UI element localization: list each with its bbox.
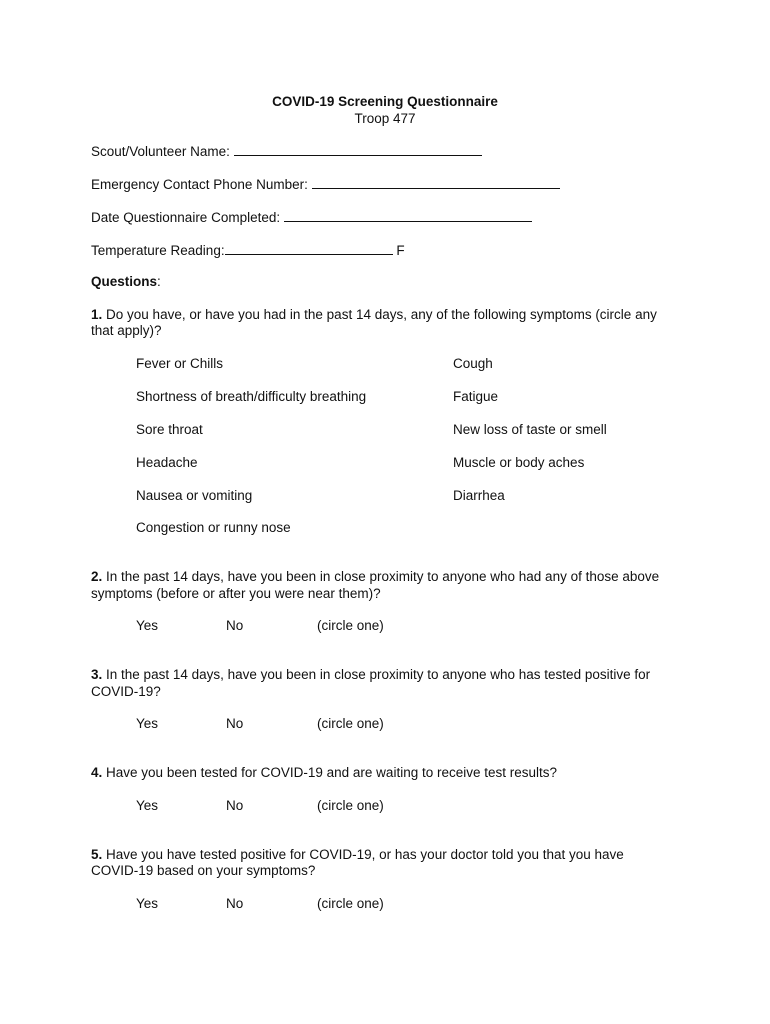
page-title: COVID-19 Screening Questionnaire (272, 94, 498, 109)
question-4-no-option[interactable]: No (226, 798, 244, 813)
temperature-field-blank[interactable] (225, 241, 393, 255)
question-5-text-line-2: COVID-19 based on your symptoms? (91, 863, 316, 878)
questions-heading (91, 273, 161, 290)
question-2-hint: (circle one) (317, 618, 384, 633)
question-5-number: 5. (91, 847, 103, 862)
phone-field-row (91, 175, 560, 193)
symptom-muscle-body-aches[interactable]: Muscle or body aches (453, 455, 585, 470)
question-5-hint: (circle one) (317, 896, 384, 911)
name-field-blank[interactable] (234, 142, 482, 156)
question-4-number: 4. (91, 765, 103, 780)
date-field-label: Date Questionnaire Completed: (91, 210, 281, 225)
question-4-text-line-1: Have you been tested for COVID-19 and are waiting to receive test results? (106, 765, 558, 780)
question-3-no-option[interactable]: No (226, 716, 244, 731)
question-3-hint: (circle one) (317, 716, 384, 731)
question-4-line-1 (91, 764, 557, 781)
question-1-number: 1. (91, 307, 103, 322)
question-2-text-line-1: In the past 14 days, have you been in close proximity to anyone who had any of those above (106, 569, 660, 584)
question-2-number: 2. (91, 569, 103, 584)
question-3-yes-option[interactable]: Yes (136, 716, 159, 731)
name-field-label: Scout/Volunteer Name: (91, 144, 230, 159)
question-5-text-line-1: Have you have tested positive for COVID-19, or has your doctor told you that you have (106, 847, 624, 862)
symptom-fever-chills[interactable]: Fever or Chills (136, 356, 224, 371)
symptom-loss-of-taste-smell[interactable]: New loss of taste or smell (453, 422, 607, 437)
date-field-blank[interactable] (284, 208, 532, 222)
symptom-sore-throat[interactable]: Sore throat (136, 422, 203, 437)
questions-heading-colon: : (157, 274, 161, 289)
question-4-yes-option[interactable]: Yes (136, 798, 159, 813)
question-1-text-line-2: that apply)? (91, 323, 162, 338)
question-2-line-1 (91, 568, 659, 585)
question-3-text-line-2: COVID-19? (91, 684, 161, 699)
temperature-field-label: Temperature Reading: (91, 243, 225, 258)
phone-field-label: Emergency Contact Phone Number: (91, 177, 308, 192)
questions-heading-label: Questions (91, 274, 158, 289)
temperature-unit: F (396, 243, 405, 258)
symptom-fatigue[interactable]: Fatigue (453, 389, 499, 404)
name-field-row (91, 142, 482, 160)
question-3-text-line-1: In the past 14 days, have you been in close proximity to anyone who has tested positive for (106, 667, 651, 682)
question-2-text-line-2: symptoms (before or after you were near them)? (91, 586, 381, 601)
question-5-yes-option[interactable]: Yes (136, 896, 159, 911)
date-field-row (91, 208, 532, 226)
question-1-line-1 (91, 306, 657, 323)
symptom-shortness-of-breath[interactable]: Shortness of breath/difficulty breathing (136, 389, 367, 404)
question-5-line-1 (91, 846, 624, 863)
symptom-cough[interactable]: Cough (453, 356, 493, 371)
page-subtitle: Troop 477 (354, 111, 416, 126)
question-3-number: 3. (91, 667, 103, 682)
question-2-no-option[interactable]: No (226, 618, 244, 633)
question-4-hint: (circle one) (317, 798, 384, 813)
phone-field-blank[interactable] (312, 175, 560, 189)
question-1-text-line-1: Do you have, or have you had in the past 14 days, any of the following symptoms (circle any (106, 307, 657, 322)
symptom-nausea-vomiting[interactable]: Nausea or vomiting (136, 488, 253, 503)
question-5-no-option[interactable]: No (226, 896, 244, 911)
symptom-headache[interactable]: Headache (136, 455, 198, 470)
question-3-line-1 (91, 666, 650, 683)
symptom-congestion[interactable]: Congestion or runny nose (136, 520, 291, 535)
symptom-diarrhea[interactable]: Diarrhea (453, 488, 505, 503)
temperature-field-row (91, 241, 405, 259)
question-2-yes-option[interactable]: Yes (136, 618, 159, 633)
